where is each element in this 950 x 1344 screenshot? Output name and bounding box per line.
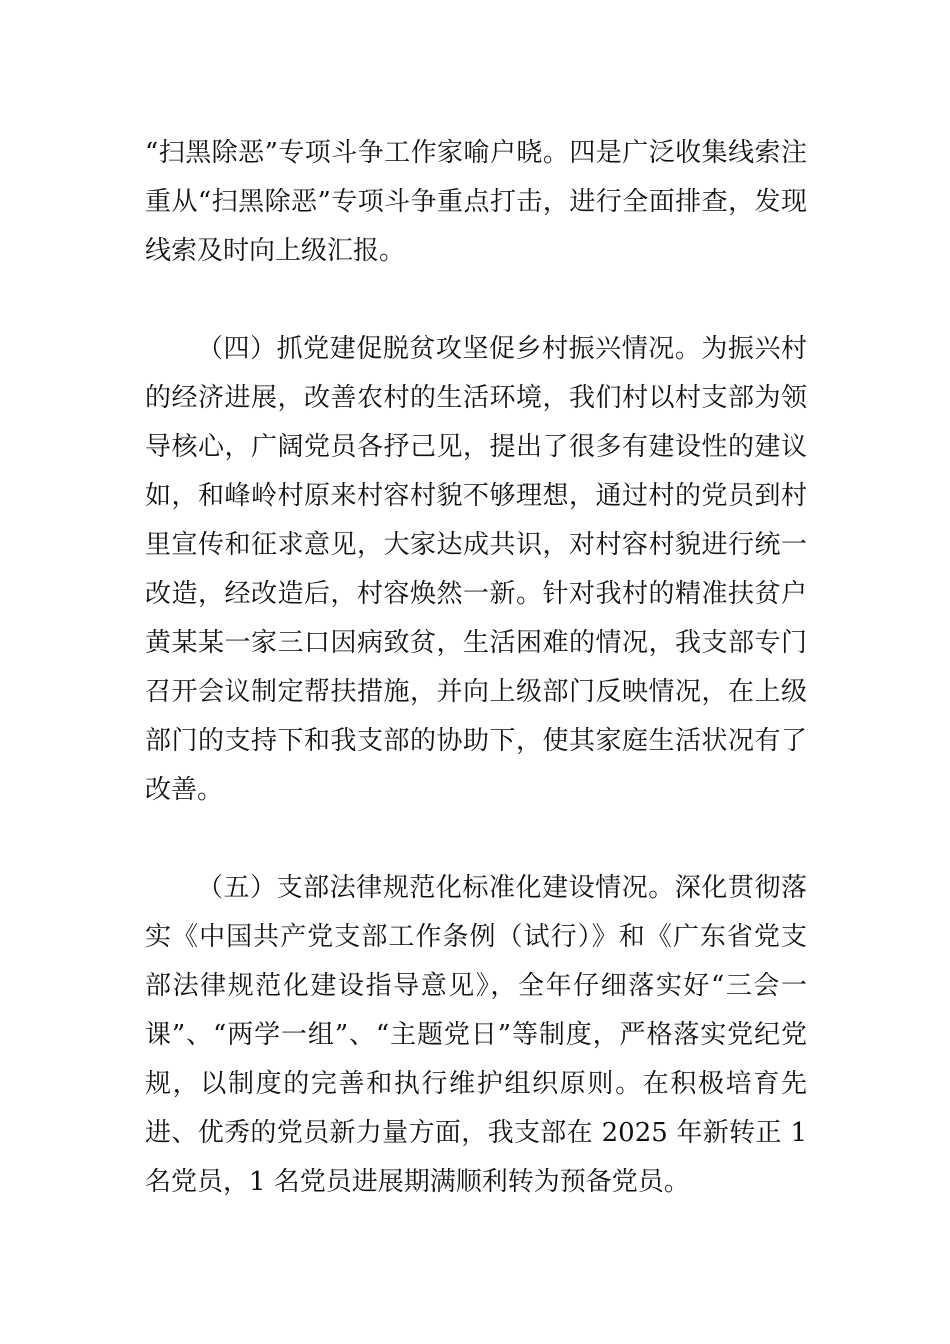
document-body: [145, 129, 807, 1207]
paragraph-continuation: “扫黑除恶”专项斗争工作家喻户晓。四是广泛收集线索注重从“扫黑除恶”专项斗争重点打击，进行全面排查，发现线索及时向上级汇报。: [145, 138, 807, 266]
paragraph-section-five: （五）支部法律规范化标准化建设情况。深化贯彻落实《中国共产党支部工作条例（试行）》和《广东省党支部法律规范化建设指导意见》，全年仔细落实好“三会一课”、“两学一组”、“主题党日”等制度，严格落实党纪党规，以制度的完善和执行维护组织原则。在积极培育先进、优秀的党员新力量方面，我支部在 2025 年新转正 1 名党员，1 名党员进展期满顺利转为预备党员。: [145, 873, 807, 1197]
paragraph-section-four: （四）抓党建促脱贫攻坚促乡村振兴情况。为振兴村的经济进展，改善农村的生活环境，我们村以村支部为领导核心，广阔党员各抒己见，提出了很多有建设性的建议如，和峰岭村原来村容村貌不够理想，通过村的党员到村里宣传和征求意见，大家达成共识，对村容村貌进行统一改造，经改造后，村容焕然一新。针对我村的精准扶贫户黄某某一家三口因病致贫，生活困难的情况，我支部专门召开会议制定帮扶措施，并向上级部门反映情况，在上级部门的支持下和我支部的协助下，使其家庭生活状况有了改善。: [145, 334, 807, 805]
